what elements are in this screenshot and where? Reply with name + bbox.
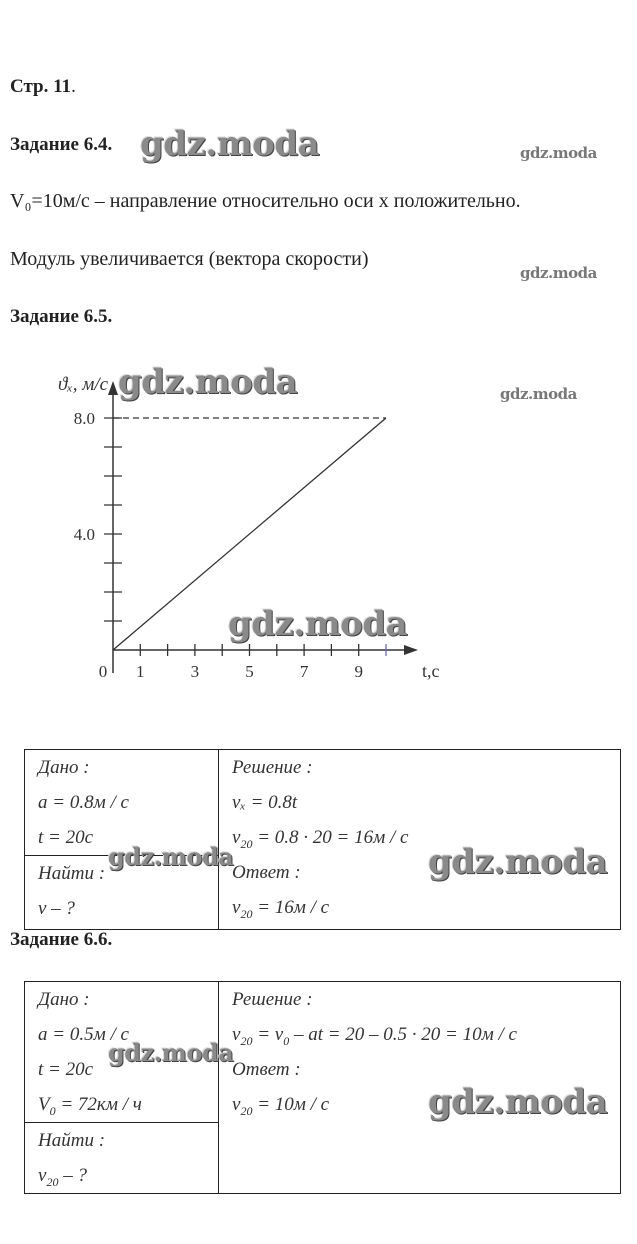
watermark: gdz.moda [500, 385, 577, 403]
given-a: a = 0.8м / с [38, 792, 129, 813]
solution-line-1: vₓ = 0.8t [232, 792, 298, 813]
answer-label: Ответ : [232, 862, 301, 883]
answer-value: $v_{20} = 10м / с$ [232, 1094, 330, 1118]
x-tick-label: 1 [136, 662, 145, 681]
watermark: gdz.moda [428, 1082, 608, 1122]
solution-line-2: $v_{20} = 0.8 \cdot 20 = 16м / с$ [232, 827, 409, 851]
task-6-4-title: Задание 6.4. [10, 134, 113, 155]
given-cell [25, 750, 219, 856]
task-6-5-title: Задание 6.5. [10, 306, 113, 327]
page-label: Стр. 11. [10, 76, 76, 97]
solution-cell [219, 750, 621, 930]
y-tick-label: 4.0 [73, 525, 95, 544]
y-axis-label: ϑₓ, м/с [58, 374, 109, 395]
task-6-4-line-2: Модуль увеличивается (вектора скорости) [10, 248, 369, 270]
x-tick-label: 9 [354, 662, 363, 681]
y-axis-arrow [108, 381, 118, 395]
x-tick-label: 0 [98, 662, 108, 681]
answer-value: $v_{20} = 16м / с$ [232, 897, 330, 921]
y-tick-label: 8.0 [73, 409, 95, 428]
watermark: gdz.moda [140, 124, 320, 164]
solution-label: Решение : [232, 989, 313, 1010]
given-t: t = 20с [38, 1059, 94, 1080]
find-cell [25, 1123, 219, 1194]
velocity-time-chart [0, 355, 470, 695]
given-a: a = 0.5м / с [38, 1024, 129, 1045]
x-tick-label: 3 [190, 662, 200, 681]
x-axis-arrow [404, 645, 418, 655]
task-6-6-title: Задание 6.6. [10, 929, 113, 950]
watermark: gdz.moda [520, 264, 597, 282]
given-label: Дано : [38, 989, 90, 1010]
task-6-5-table [24, 749, 621, 930]
x-axis-label: t,c [422, 661, 440, 681]
watermark: gdz.moda [108, 1038, 234, 1067]
x-tick-label: 7 [299, 662, 309, 681]
watermark: gdz.moda [118, 362, 298, 402]
find-value: $v_{20}$ – ? [38, 1165, 87, 1189]
watermark: gdz.moda [520, 144, 597, 162]
solution-line-1: $v_{20} = v_0$ – at = 20 – 0.5 · 20 = 10м / с [232, 1024, 517, 1048]
watermark: gdz.moda [228, 604, 408, 644]
find-value: v – ? [38, 898, 75, 919]
watermark: gdz.moda [428, 842, 608, 882]
given-v0: $V_0 = 72км / ч$ [38, 1094, 142, 1118]
find-label: Найти : [38, 1130, 106, 1151]
find-label: Найти : [38, 863, 106, 884]
given-label: Дано : [38, 757, 90, 778]
x-tick-label: 5 [245, 662, 254, 681]
watermark: gdz.moda [108, 842, 234, 871]
answer-label: Ответ : [232, 1059, 301, 1080]
task-6-4-line-1: V₀=10м/с – направление относительно оси x положительно. [10, 190, 521, 212]
solution-label: Решение : [232, 757, 313, 778]
given-t: t = 20с [38, 827, 94, 848]
